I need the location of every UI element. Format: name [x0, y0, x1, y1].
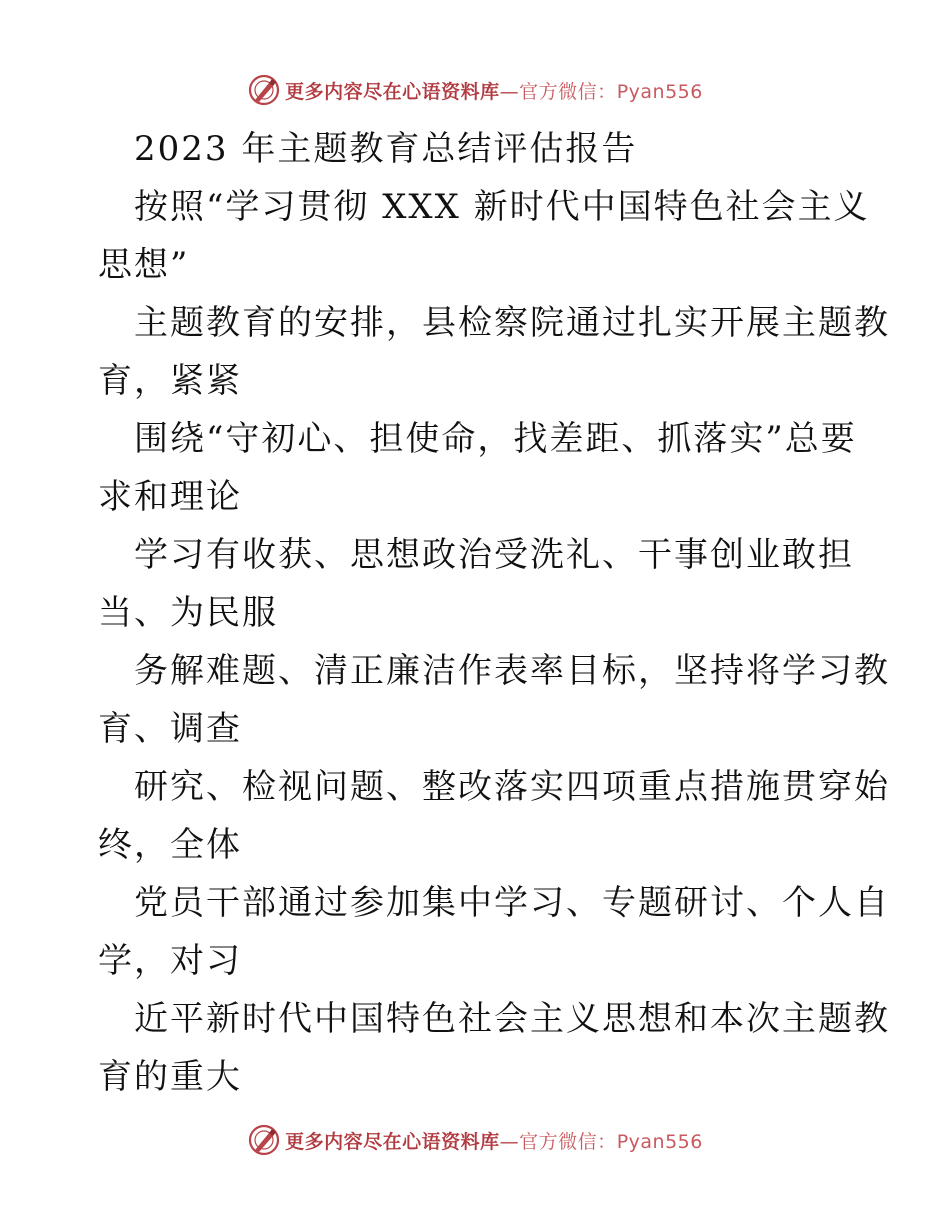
- watermark-dash: —: [499, 80, 520, 103]
- watermark-wechat-label: 官方微信：: [519, 1130, 617, 1153]
- watermark-banner-bottom: [0, 1120, 950, 1160]
- watermark-banner-top: [0, 70, 950, 110]
- paragraph-line: 学，对习: [98, 941, 242, 981]
- watermark-text: [285, 77, 703, 104]
- paragraph-line: 研究、检视问题、整改落实四项重点措施贯穿始: [134, 767, 890, 807]
- paragraph-line: 育，紧紧: [98, 361, 242, 401]
- paragraph-line: 思想”: [98, 245, 190, 285]
- paragraph-line: 育的重大: [98, 1057, 242, 1097]
- watermark-dash: —: [499, 1130, 520, 1153]
- watermark-text: [285, 1127, 703, 1154]
- watermark-main-text: 更多内容尽在心语资料库: [285, 1130, 500, 1153]
- watermark-main-text: 更多内容尽在心语资料库: [285, 80, 500, 103]
- watermark-wechat-id: Pyan556: [616, 80, 703, 103]
- watermark-wechat-label: 官方微信：: [519, 80, 617, 103]
- paragraph-line: 近平新时代中国特色社会主义思想和本次主题教: [134, 999, 890, 1039]
- paragraph-lines: [98, 178, 890, 1106]
- paragraph-line: 当、为民服: [98, 593, 278, 633]
- document-title: 2023 年主题教育总结评估报告: [134, 129, 638, 169]
- paragraph-line: 育、调查: [98, 709, 242, 749]
- paragraph-line: 终，全体: [98, 825, 242, 865]
- paragraph-line: 学习有收获、思想政治受洗礼、干事创业敢担: [134, 535, 854, 575]
- paragraph-line: 党员干部通过参加集中学习、专题研讨、个人自: [134, 883, 890, 923]
- watermark-wechat-id: Pyan556: [616, 1130, 703, 1153]
- paragraph-line: 按照“学习贯彻 XXX 新时代中国特色社会主义: [134, 187, 870, 227]
- paragraph-line: 务解难题、清正廉洁作表率目标，坚持将学习教: [134, 651, 890, 691]
- paragraph-line: 围绕“守初心、担使命，找差距、抓落实”总要: [134, 419, 857, 459]
- document-body: [98, 120, 890, 1106]
- paragraph-line: 主题教育的安排，县检察院通过扎实开展主题教: [134, 303, 890, 343]
- pen-logo-icon: [247, 73, 281, 107]
- paragraph-line: 求和理论: [98, 477, 242, 517]
- pen-logo-icon: [247, 1123, 281, 1157]
